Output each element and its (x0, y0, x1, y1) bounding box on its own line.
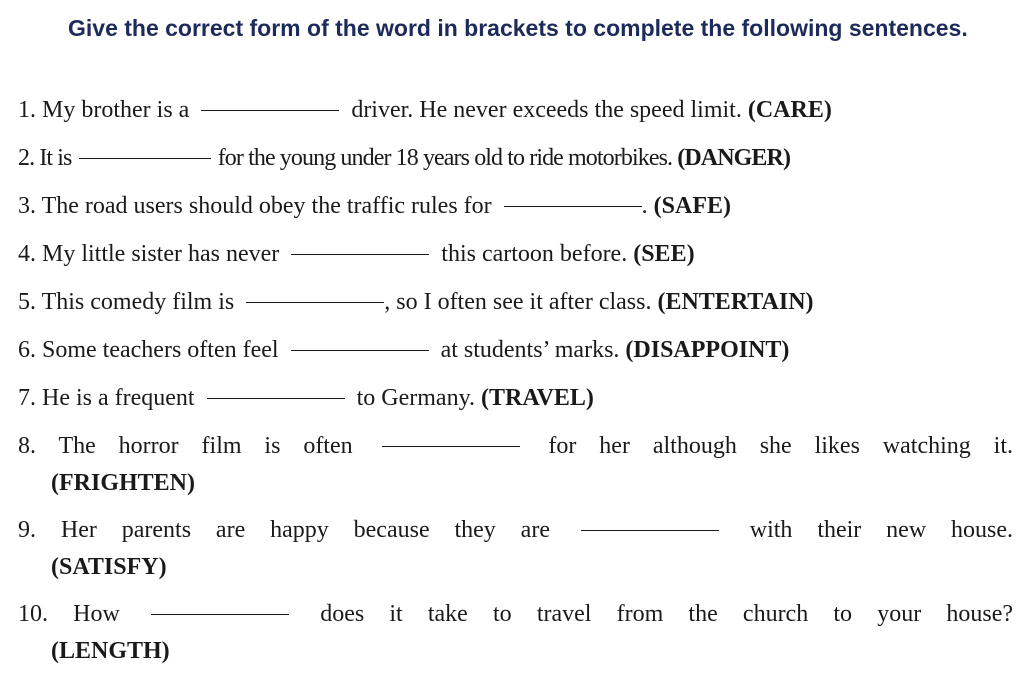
question-number: 9. (18, 517, 36, 543)
base-word: (CARE) (747, 97, 832, 123)
question-number: 1. (18, 97, 36, 123)
base-word: (DANGER) (677, 145, 791, 171)
question-text-after: at students’ marks. (440, 337, 620, 363)
question-text-after: , so I often see it after class. (384, 289, 652, 315)
answer-blank[interactable] (79, 157, 211, 159)
base-word: (LENGTH) (51, 638, 170, 664)
answer-blank[interactable] (151, 613, 289, 615)
question-number: 7. (18, 385, 36, 411)
question-text-before: Her parents are happy because they are (60, 517, 550, 543)
question-text-after: for her although she likes watching it. (548, 433, 1014, 459)
question-1 (18, 92, 1013, 129)
question-7 (18, 380, 1013, 417)
question-4 (18, 236, 1013, 273)
answer-blank[interactable] (291, 349, 429, 351)
base-word: (TRAVEL) (481, 385, 594, 411)
question-text-after: . (641, 193, 648, 219)
question-text-after: for the young under 18 years old to ride motorbikes. (217, 145, 673, 171)
question-number: 5. (18, 289, 36, 315)
question-10 (18, 596, 1013, 670)
question-text-before: The road users should obey the traffic rules for (41, 193, 492, 219)
instruction-heading: Give the correct form of the word in brackets to complete the following sentences. (68, 15, 968, 41)
question-text-before: He is a frequent (42, 385, 195, 411)
answer-blank[interactable] (201, 109, 339, 111)
question-number: 8. (18, 433, 36, 459)
question-text-before: This comedy film is (41, 289, 235, 315)
question-text-before: How (73, 601, 120, 627)
question-number: 2. (18, 145, 35, 171)
answer-blank[interactable] (291, 253, 429, 255)
question-text-before: My little sister has never (42, 241, 280, 267)
base-word: (SAFE) (653, 193, 732, 219)
base-word: (SATISFY) (51, 554, 167, 580)
question-2 (18, 140, 1013, 177)
answer-blank[interactable] (246, 301, 384, 303)
question-6 (18, 332, 1013, 369)
answer-blank[interactable] (382, 445, 520, 447)
question-text-before: Some teachers often feel (42, 337, 279, 363)
answer-blank[interactable] (207, 397, 345, 399)
question-9 (18, 512, 1013, 586)
base-word: (ENTERTAIN) (657, 289, 814, 315)
question-8 (18, 428, 1013, 502)
question-3 (18, 188, 1013, 225)
question-5 (18, 284, 1013, 321)
question-number: 6. (18, 337, 36, 363)
base-word: (FRIGHTEN) (51, 470, 195, 496)
base-word: (SEE) (633, 241, 695, 267)
question-text-before: The horror film is often (58, 433, 353, 459)
base-word: (DISAPPOINT) (625, 337, 790, 363)
question-text-after: to Germany. (356, 385, 476, 411)
answer-blank[interactable] (581, 529, 719, 531)
question-number: 10. (18, 601, 48, 627)
question-number: 3. (18, 193, 36, 219)
question-text-after: with their new house. (749, 517, 1014, 543)
question-text-before: My brother is a (42, 97, 190, 123)
question-text-before: It is (39, 145, 72, 171)
question-number: 4. (18, 241, 36, 267)
answer-blank[interactable] (504, 205, 642, 207)
question-text-after: does it take to travel from the church to your house? (320, 601, 1014, 627)
question-text-after: this cartoon before. (441, 241, 628, 267)
question-text-after: driver. He never exceeds the speed limit. (351, 97, 742, 123)
